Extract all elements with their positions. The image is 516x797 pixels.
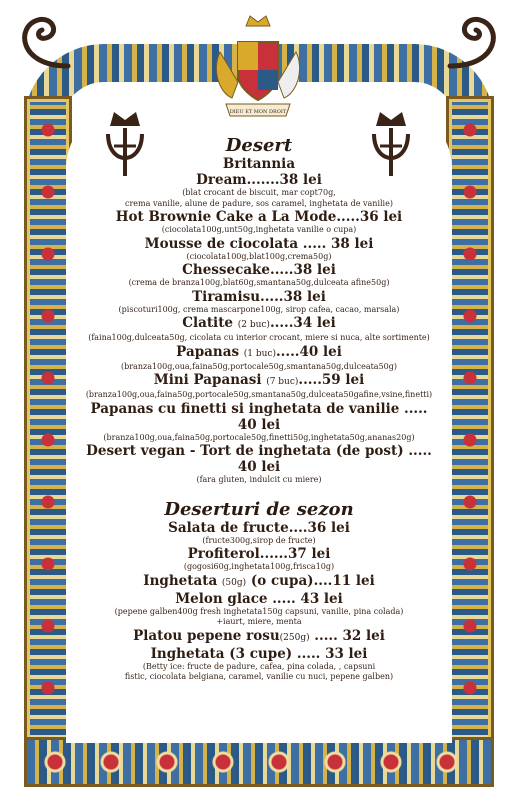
menu-item (80, 344, 438, 373)
section-title: Deserturi de sezon (164, 498, 354, 520)
item-name: Britannia (222, 156, 296, 172)
section-deserturi-de-sezon (80, 500, 438, 683)
scroll-ornament-icon (8, 6, 78, 76)
item-name: Melon glace ..... 43 lei (175, 590, 343, 607)
item-description: (gogosi60g,inghetata100g,frisca10g) (183, 562, 335, 571)
item-description: (branza100g,oua,faina50g,portocale50g,finetti50g,inghetata50g,ananas20g) (103, 432, 415, 442)
item-name: Inghetata (3 cupe) ..... 33 lei (150, 645, 368, 662)
item-name (80, 372, 438, 390)
item-description: (fructe300g,sirop de fructe) (202, 535, 316, 545)
menu-item (80, 262, 438, 289)
item-name (80, 628, 438, 646)
menu-item (80, 372, 438, 401)
item-name: Salata de fructe....36 lei (168, 519, 350, 536)
item-name (80, 315, 438, 333)
item-name: Chessecake.....38 lei (182, 262, 336, 278)
item-description: (faina100g,dulceata50g, cicolata cu interior crocant, miere si nuca, alte sortimente) (88, 333, 430, 342)
scroll-ornament-icon (440, 6, 510, 76)
menu-item (80, 520, 438, 547)
royal-coat-of-arms-icon (208, 12, 308, 124)
item-portion: (50g) (221, 577, 247, 588)
section-desert (80, 136, 438, 486)
menu-item (80, 315, 438, 344)
menu-item (80, 172, 438, 209)
menu-item (80, 646, 438, 683)
item-portion: (250g) (279, 632, 310, 643)
crest-motto: DIEU ET MON DROIT (229, 109, 287, 115)
item-description: (pepene galben400g fresh inghetata150g capsuni, vanilie, pina colada) +iaurt, miere, menta (114, 606, 404, 626)
item-name: Hot Brownie Cake a La Mode.....36 lei (115, 209, 403, 225)
menu-item (80, 289, 438, 316)
item-description: (ciocolata100g,blat100g,crema50g) (186, 251, 332, 261)
item-description: (Betty ice: fructe de padure, cafea, pina colada, , capsuni fistic, ciocolata belgiana, caramel, vanilie cu nuci, pepene galben) (124, 661, 394, 681)
item-name-text: Mini Papanasi (153, 372, 262, 388)
menu-content (80, 136, 438, 683)
item-description: (branza100g,oua,faina50g,portocale50g,smantana50g,dulceata50g) (120, 361, 397, 371)
section-title: Desert (225, 135, 293, 156)
item-name: Mousse de ciocolata ..... 38 lei (144, 235, 374, 252)
left-ornamental-pillar (24, 96, 72, 783)
item-description: (fara gluten, indulcit cu miere) (196, 475, 322, 484)
item-name-text: Clatite (182, 315, 234, 331)
menu-item (80, 209, 438, 236)
item-description: (ciocolata100g,unt50g,inghetata vanilie o cupa) (161, 225, 357, 234)
menu-item (80, 546, 438, 573)
item-name-text: Inghetata (143, 572, 218, 589)
item-price: .....40 lei (275, 343, 342, 360)
menu-item (80, 573, 438, 591)
item-name: Papanas cu finetti si inghetata de vanilie ..... 40 lei (90, 400, 428, 433)
item-name (80, 344, 438, 362)
menu-item (80, 236, 438, 263)
menu-item (80, 443, 438, 486)
item-description: (crema de branza100g,blat60g,smantana50g,dulceata afine50g) (128, 278, 390, 287)
item-portion: (7 buc) (266, 377, 299, 387)
item-name: Profiterol......37 lei (187, 546, 331, 562)
menu-item (80, 591, 438, 628)
item-portion: (1 buc) (243, 348, 276, 359)
item-name: Tiramisu.....38 lei (192, 288, 326, 305)
item-price: ..... 32 lei (309, 627, 385, 644)
menu-item (80, 401, 438, 444)
item-price: .....34 lei (269, 315, 336, 331)
item-price: .....59 lei (298, 372, 365, 388)
item-name-text: Platou pepene rosu (133, 627, 280, 644)
ornamental-base (24, 737, 494, 787)
menu-item (80, 156, 438, 172)
menu-item (80, 628, 438, 646)
item-description: (blat crocant de biscuit, mar copt70g, crema vanilie, alune de padure, sos caramel, inghetata de vanilie) (125, 188, 393, 208)
item-price: (o cupa)....11 lei (246, 572, 375, 589)
item-name: Dream.......38 lei (196, 172, 322, 188)
item-name-text: Papanas (176, 343, 240, 360)
right-ornamental-pillar (446, 96, 494, 783)
item-name (80, 573, 438, 591)
item-description: (branza100g,oua,faina50g,portocale50g,smantana50g,dulceata50gafine,vsine,finetti) (85, 390, 433, 399)
item-name: Desert vegan - Tort de inghetata (de post) ..... 40 lei (86, 443, 432, 475)
item-description: (piscoturi100g, crema mascarpone100g, sirop cafea, cacao, marsala) (118, 304, 400, 314)
item-portion: (2 buc) (237, 320, 270, 330)
